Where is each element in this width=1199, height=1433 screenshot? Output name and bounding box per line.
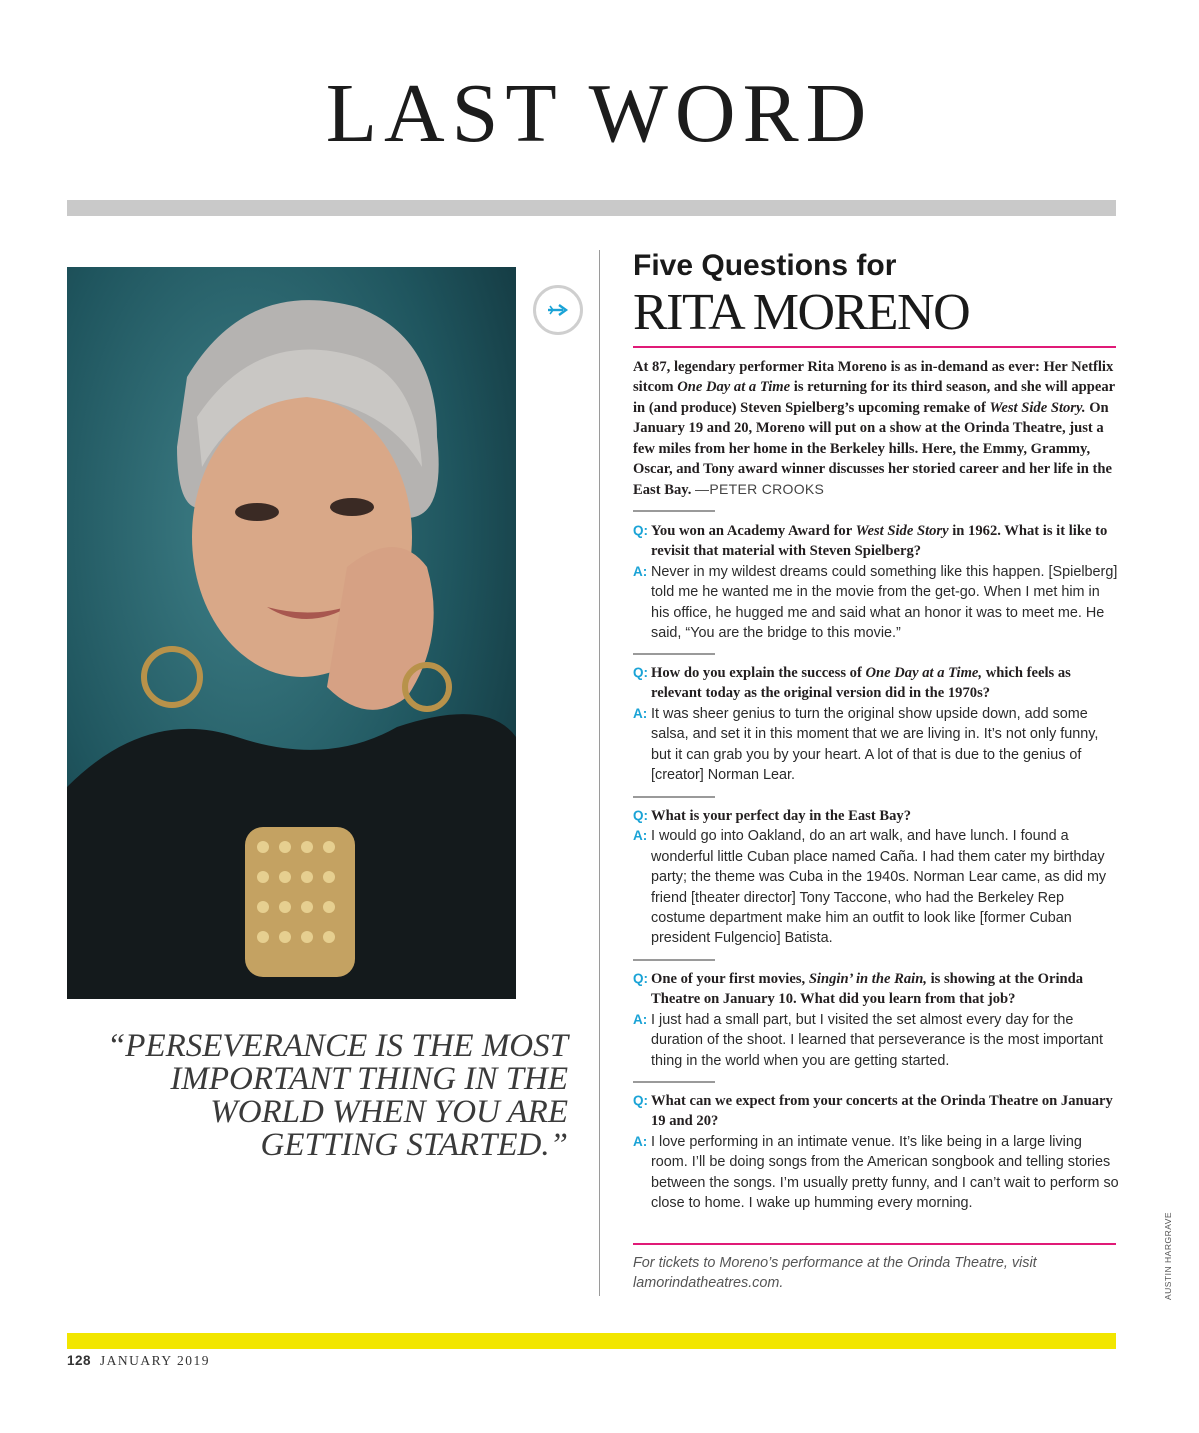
footer-bar (67, 1333, 1116, 1349)
section-rule (633, 653, 715, 655)
byline: —PETER CROOKS (695, 481, 825, 498)
portrait-photo (67, 267, 516, 999)
answer-text: Never in my wildest dreams could something like this happen. [Spielberg] told me he wanted me in the movie from the get-go. When I met him in his office, he hugged me and said what an honor it was to meet me. He said, “You are the bridge to this movie.” (651, 563, 1118, 642)
section-rule (633, 510, 715, 512)
answer-text: I just had a small part, but I visited the set almost every day for the duration of the shoot. I learned that perseverance is the most important thing in the world when you are getting started. (651, 1011, 1103, 1069)
question-text: How do you explain the success of (651, 665, 866, 681)
answer-mark-label: A: (633, 705, 648, 721)
intro-title-italic: One Day at a Time (677, 379, 791, 396)
header-rule (67, 200, 1116, 216)
answer-mark-label: A: (633, 1011, 648, 1027)
intro-text: is returning for its third season, and she will appear in (and produce) Steven Spielberg’s upcoming remake of (633, 379, 1115, 416)
question-text: in 1962. What is it like to revisit that material with Steven Spielberg? (651, 523, 1108, 560)
ticket-note: For tickets to Moreno’s performance at the Orinda Theatre, visit lamorindatheatres.com. (633, 1255, 1037, 1292)
page-number: 128 (67, 1353, 92, 1368)
headline-rule (633, 346, 1116, 348)
question-mark-label: Q: (633, 523, 648, 538)
answer-mark-label: A: (633, 563, 648, 579)
question-text: What can we expect from your concerts at the Orinda Theatre on January 19 and 20? (651, 1093, 1113, 1130)
question-mark-label: Q: (633, 971, 648, 986)
answer-text: I love performing in an intimate venue. It’s like being in a large living room. I’ll be doing songs from the American songbook and telling stories between the songs. I’m usually pretty funny, and I can’t wait to perform so close to home. I wake up humming every morning. (651, 1133, 1119, 1212)
page-folio (67, 1353, 210, 1369)
question-title-italic: One Day at a Time, (865, 665, 983, 681)
article-intro (633, 357, 1116, 501)
question-text: One of your first movies, (651, 971, 809, 987)
question-text: You won an Academy Award for (651, 523, 856, 539)
intro-text: At 87, legendary performer Rita Moreno is as in-demand as ever: Her Netflix sitcom (633, 359, 1114, 396)
intro-title-italic: West Side Story. (989, 399, 1086, 416)
question-text: What is your perfect day in the East Bay? (651, 808, 911, 824)
column-divider (599, 250, 600, 1296)
question-text: which feels as relevant today as the original version did in the 1970s? (651, 665, 1071, 702)
answer-text: I would go into Oakland, do an art walk, and have lunch. I found a wonderful little Cuban place named Caña. I had them cater my birthday party; the theme was Cuba in the 1940s. Norman Lear came, as did my friend [theater director] Tony Taccone, who had the Berkeley Rep costume department make him an outfit to look like [former Cuban president Fulgencio] Batista. (651, 828, 1107, 947)
question-title-italic: Singin’ in the Rain, (808, 971, 927, 987)
question-mark-label: Q: (633, 808, 648, 823)
qa-item (633, 663, 1119, 785)
answer-mark-label: A: (633, 828, 648, 844)
footer-rule (633, 1243, 1116, 1245)
question-mark-label: Q: (633, 665, 648, 680)
intro-text: On January 19 and 20, Moreno will put on a show at the Orinda Theatre, just a few miles from her home in the Berkeley hills. Here, the Emmy, Grammy, Oscar, and Tony award winner discusses her storied career and her life in the East Bay. (633, 399, 1112, 499)
section-rule (633, 959, 715, 961)
answer-text: It was sheer genius to turn the original show upside down, add some salsa, and set it in this moment that we are living in. It’s not only funny, but it can grab you by your heart. A lot of that is due to the genius of [creator] Norman Lear. (651, 705, 1099, 784)
issue-date: JANUARY 2019 (99, 1353, 211, 1368)
photo-credit: AUSTIN HARGRAVE (1163, 1211, 1173, 1300)
masthead-title: LAST WORD (325, 67, 874, 160)
article-kicker: Five Questions for (633, 249, 897, 282)
question-mark-label: Q: (633, 1093, 648, 1108)
share-button[interactable] (533, 285, 583, 335)
portrait-illustration (67, 267, 516, 999)
question-text: is showing at the Orinda Theatre on January 10. What did you learn from that job? (651, 971, 1084, 1008)
arrow-right-icon (547, 303, 569, 317)
pull-quote: “PERSEVERANCE IS THE MOST IMPORTANT THING IN THE WORLD WHEN YOU ARE GETTING STARTED.” (106, 1028, 568, 1163)
section-rule (633, 796, 715, 798)
qa-item (633, 521, 1119, 643)
qa-item (633, 806, 1119, 949)
article-headline: RITA MORENO (633, 284, 970, 341)
qa-item (633, 969, 1119, 1071)
answer-mark-label: A: (633, 1133, 648, 1149)
section-rule (633, 1081, 715, 1083)
question-title-italic: West Side Story (855, 523, 949, 539)
qa-item (633, 1091, 1119, 1213)
